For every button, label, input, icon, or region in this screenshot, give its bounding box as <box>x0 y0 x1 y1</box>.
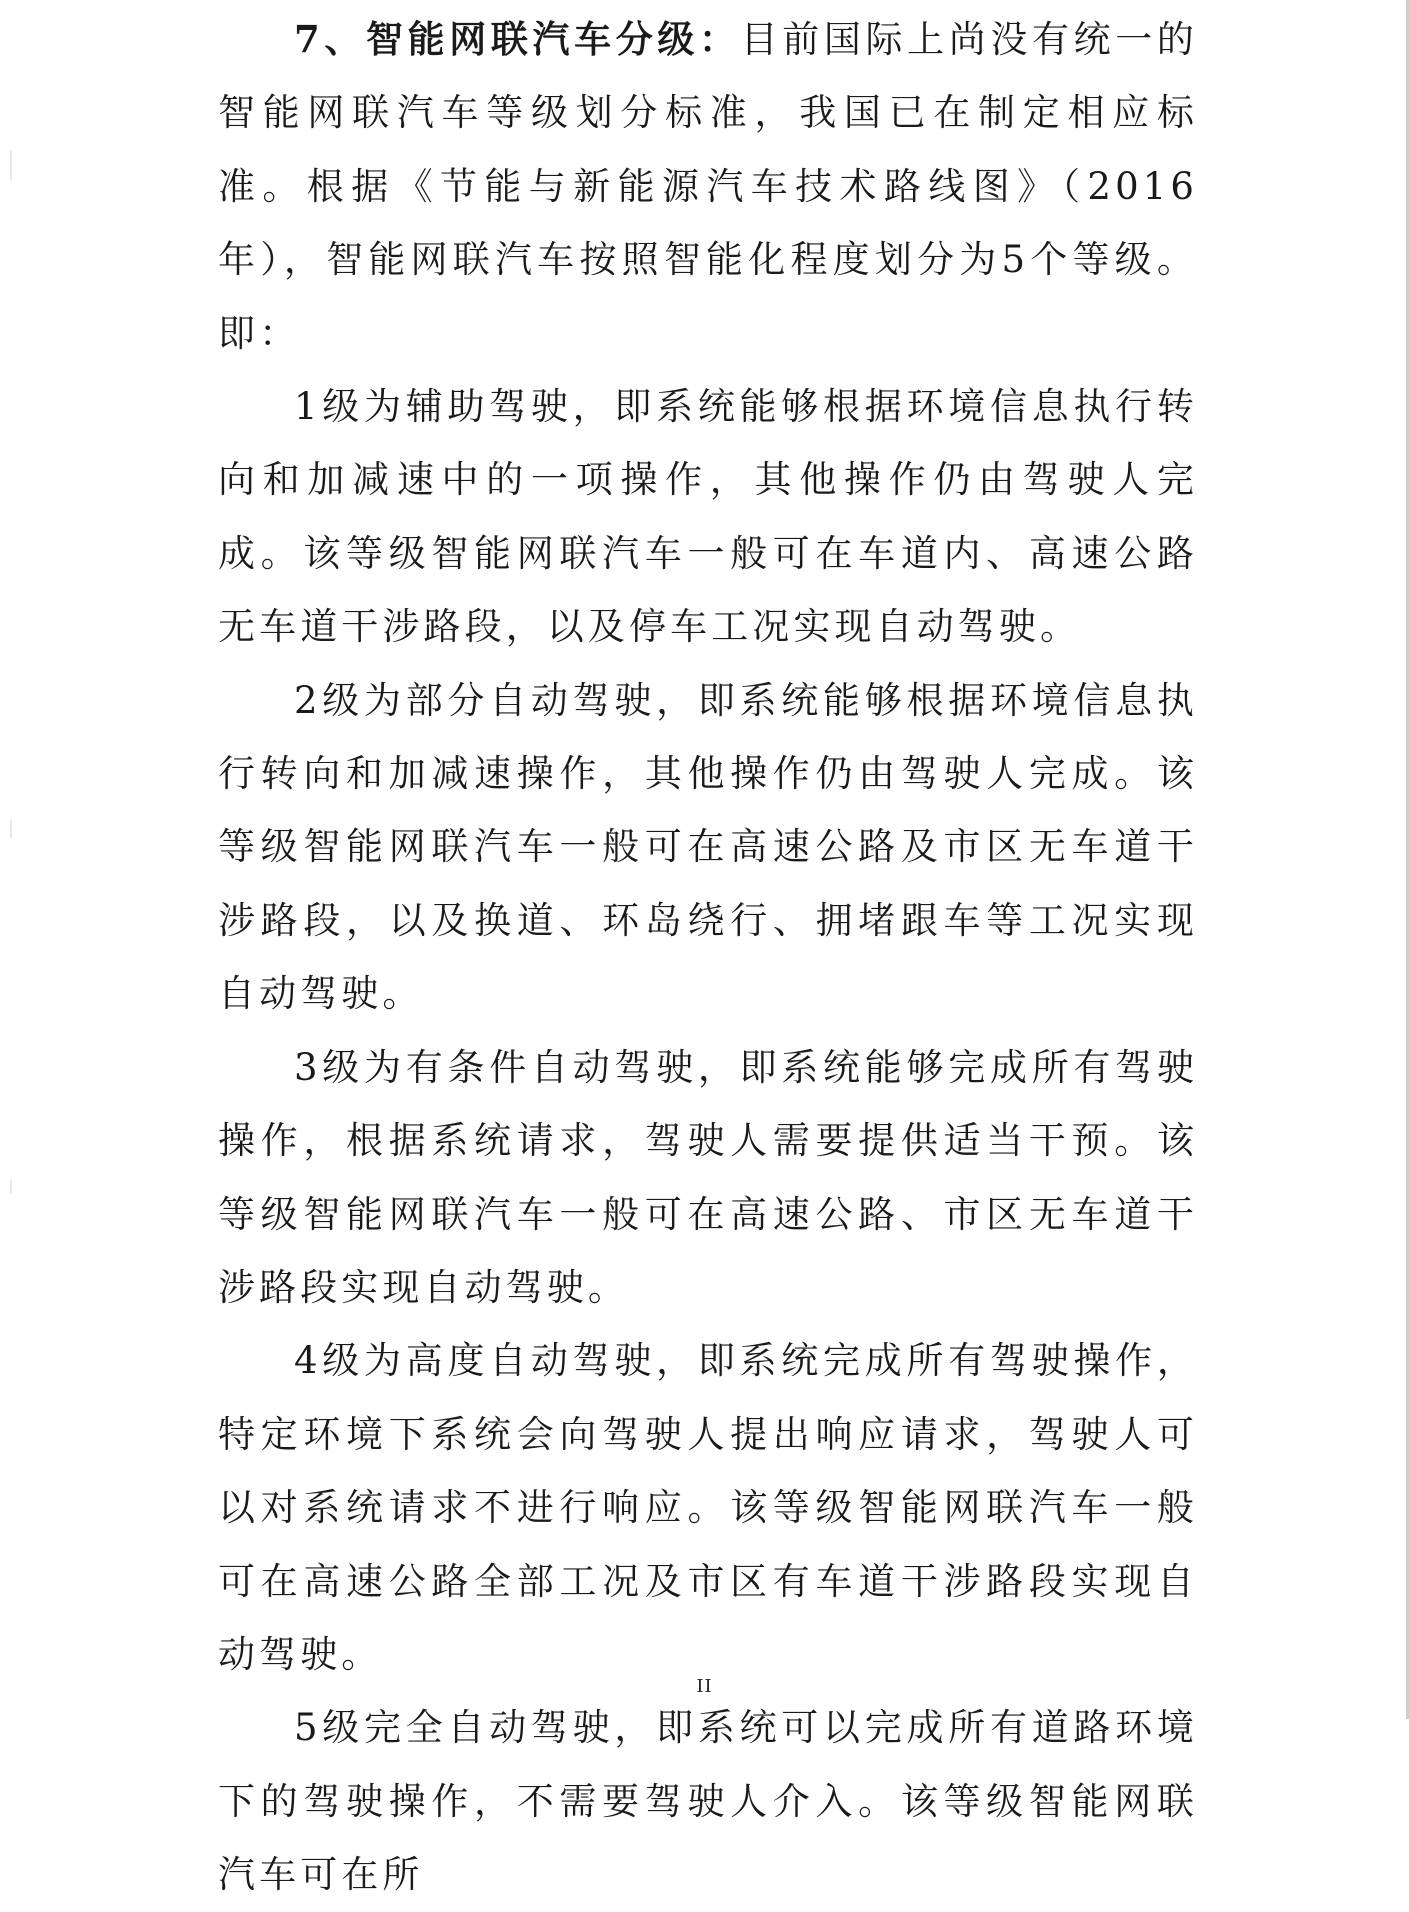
section-heading: 7、智能网联汽车分级： <box>294 17 741 61</box>
level-3-paragraph: 3级为有条件自动驾驶，即系统能够完成所有驾驶操作，根据系统请求，驾驶人需要提供适当干预。该等级智能网联汽车一般可在高速公路、市区无车道干涉路段实现自动驾驶。 <box>218 1045 1198 1309</box>
level-5-paragraph: 5级完全自动驾驶，即系统可以完成所有道路环境下的驾驶操作，不需要驾驶人介入。该等级智能网联汽车可在所 <box>218 1706 1198 1897</box>
scan-artifact <box>10 820 12 838</box>
page-number: II <box>696 1676 713 1697</box>
intro-paragraph <box>218 0 1198 370</box>
level-4-paragraph: 4级为高度自动驾驶，即系统完成所有驾驶操作，特定环境下系统会向驾驶人提出响应请求，驾驶人可以对系统请求不进行响应。该等级智能网联汽车一般可在高速公路全部工况及市区有车道干涉路段实现自动驾驶。 <box>218 1339 1198 1676</box>
scan-artifact <box>10 150 12 180</box>
level-2-paragraph: 2级为部分自动驾驶，即系统能够根据环境信息执行转向和加减速操作，其他操作仍由驾驶人完成。该等级智能网联汽车一般可在高速公路及市区无车道干涉路段，以及换道、环岛绕行、拥堵跟车等工况实现自动驾驶。 <box>218 678 1198 1016</box>
level-1-paragraph: 1级为辅助驾驶，即系统能够根据环境信息执行转向和加减速中的一项操作，其他操作仍由驾驶人完成。该等级智能网联汽车一般可在车道内、高速公路无车道干涉路段，以及停车工况实现自动驾驶。 <box>218 385 1198 649</box>
scan-artifact <box>10 1180 12 1194</box>
intro-text: 目前国际上尚没有统一的智能网联汽车等级划分标准，我国已在制定相应标准。根据《节能与新能源汽车技术路线图》（2016年），智能网联汽车按照智能化程度划分为5个等级。即： <box>218 18 1198 355</box>
body-text <box>218 0 1198 1912</box>
